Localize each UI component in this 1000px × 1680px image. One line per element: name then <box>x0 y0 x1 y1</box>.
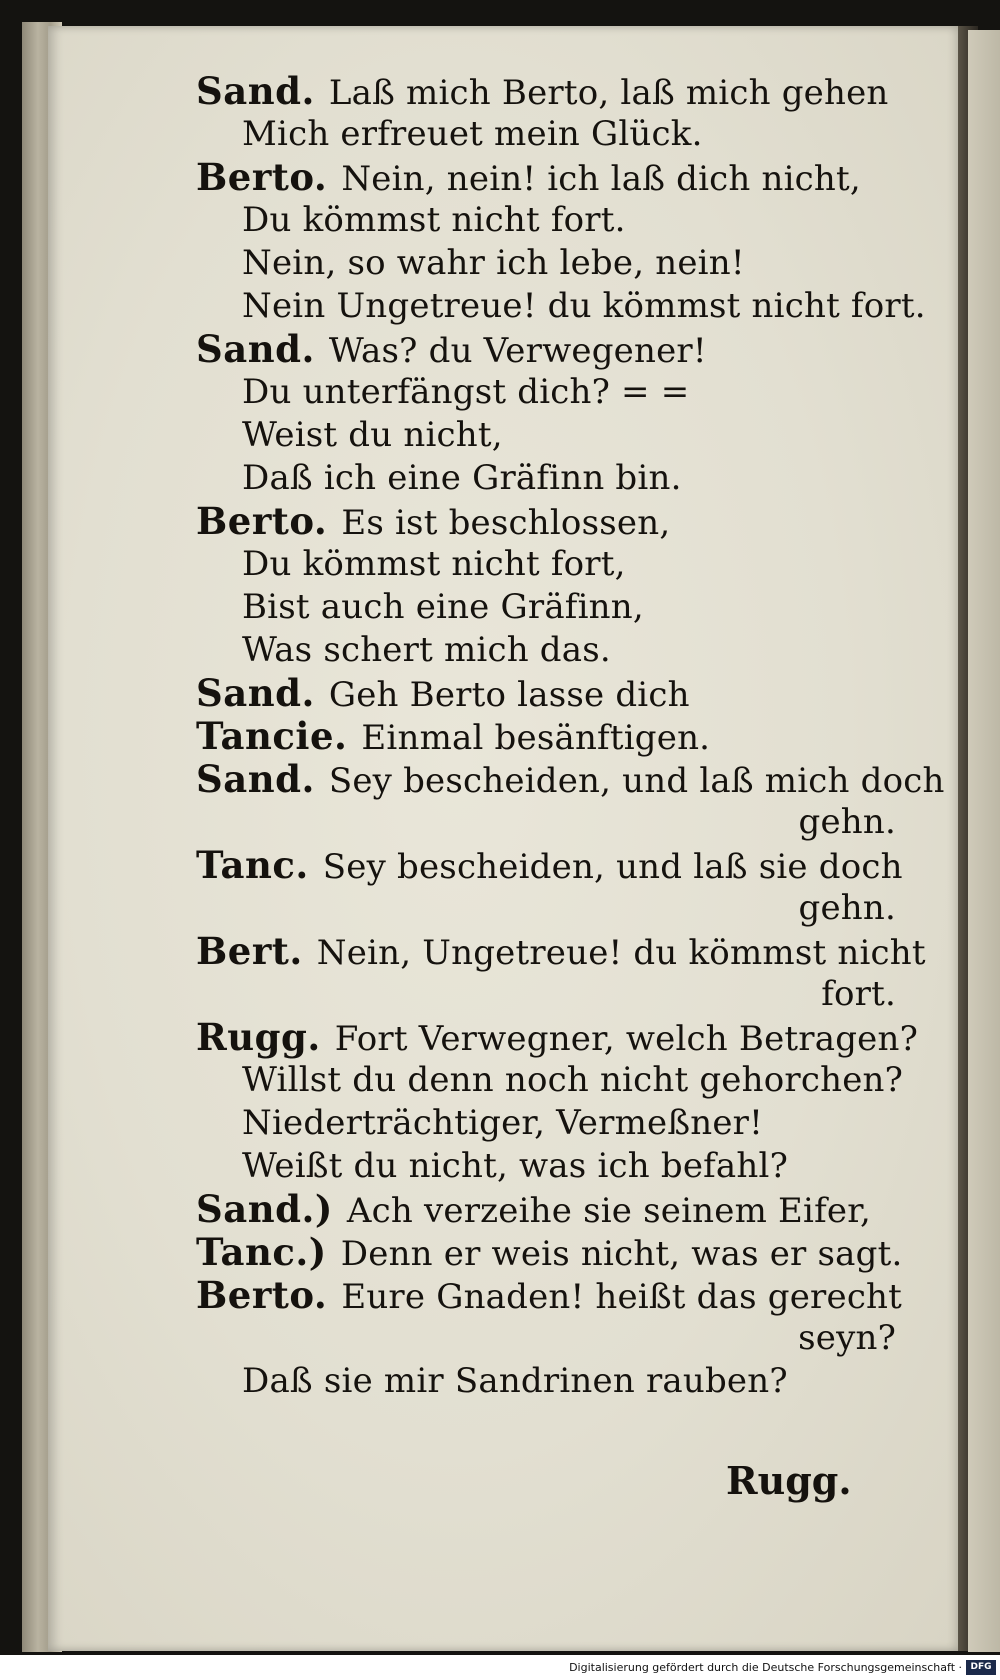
verse-text: Eure Gnaden! heißt das gerecht <box>341 1277 903 1317</box>
verse-line <box>196 1317 896 1360</box>
verse-text: Sey bescheiden, und laß sie doch <box>322 847 903 887</box>
verse-text: Weist du nicht, <box>242 415 503 455</box>
speaker-name: Tancie. <box>196 714 348 758</box>
verse-line <box>196 1102 896 1145</box>
verse-line <box>196 1145 896 1188</box>
verse-line <box>196 1273 903 1317</box>
verse-line <box>196 543 896 586</box>
verse-text: Ach verzeihe sie seinem Eifer, <box>346 1191 871 1231</box>
verse-line <box>196 414 896 457</box>
libretto-text <box>196 69 945 1403</box>
verse-line <box>196 973 896 1016</box>
verse-text: Nein, Ungetreue! du kömmst nicht <box>316 933 926 973</box>
verse-text: Nein, nein! ich laß dich nicht, <box>341 159 861 199</box>
speaker-name: Berto. <box>196 499 328 543</box>
verse-line <box>196 242 896 285</box>
verse-line <box>196 887 896 930</box>
verse-text: Weißt du nicht, was ich befahl? <box>242 1146 788 1186</box>
verse-text: Nein Ungetreue! du kömmst nicht fort. <box>242 286 926 326</box>
verse-line <box>196 1360 896 1403</box>
verse-text: Denn er weis nicht, was er sagt. <box>340 1234 903 1274</box>
speaker-name: Sand. <box>196 69 315 113</box>
verse-line <box>196 500 896 543</box>
verse-line <box>196 371 896 414</box>
verse-text: Es ist beschlossen, <box>341 503 671 543</box>
verse-line <box>196 1015 919 1059</box>
footer-bar <box>0 1655 1000 1680</box>
verse-line <box>196 199 896 242</box>
verse-text: Du unterfängst dich? = = <box>242 372 690 412</box>
verse-line <box>196 113 896 156</box>
verse-text: Nein, so wahr ich lebe, nein! <box>242 243 745 283</box>
verse-line <box>196 801 896 844</box>
verse-line <box>196 586 896 629</box>
verse-text: gehn. <box>798 888 896 928</box>
verse-line <box>196 672 896 715</box>
speaker-name: Berto. <box>196 155 328 199</box>
footer-credit: Digitalisierung gefördert durch die Deutsche Forschungsgemeinschaft · <box>569 1661 962 1674</box>
speaker-name: Sand. <box>196 327 315 371</box>
verse-text: Was schert mich das. <box>242 630 611 670</box>
verse-line <box>196 1059 904 1102</box>
speaker-name: Sand. <box>196 671 315 715</box>
verse-text: Laß mich Berto, laß mich gehen <box>328 73 889 113</box>
verse-text: fort. <box>821 974 896 1014</box>
verse-text: Du kömmst nicht fort, <box>242 544 626 584</box>
verse-text: Einmal besänftigen. <box>361 718 711 758</box>
speaker-name: Bert. <box>196 929 303 973</box>
verse-line <box>196 1188 896 1231</box>
speaker-name: Rugg. <box>196 1015 321 1059</box>
verse-line <box>196 457 896 500</box>
dfg-logo-icon: DFG <box>966 1660 996 1675</box>
verse-line <box>196 929 926 973</box>
verse-text: Sey bescheiden, und laß mich doch <box>328 761 945 801</box>
verse-line <box>196 1230 903 1274</box>
verse-line <box>196 757 945 801</box>
speaker-name: Berto. <box>196 1273 328 1317</box>
speaker-name: Tanc. <box>196 843 309 887</box>
verse-text: Fort Verwegner, welch Betragen? <box>334 1019 919 1059</box>
verse-text: Daß ich eine Gräfinn bin. <box>242 458 682 498</box>
speaker-name: Sand. <box>196 757 315 801</box>
verse-text: Niederträchtiger, Vermeßner! <box>242 1103 763 1143</box>
verse-line <box>196 328 896 371</box>
verse-text: Daß sie mir Sandrinen rauben? <box>242 1361 788 1401</box>
verse-line <box>196 629 896 672</box>
verse-text: gehn. <box>798 802 896 842</box>
verse-text: seyn? <box>798 1318 896 1358</box>
catchword: Rugg. <box>726 1458 852 1503</box>
verse-line <box>196 843 903 887</box>
verse-text: Mich erfreuet mein Glück. <box>242 114 703 154</box>
verse-text: Willst du denn noch nicht gehorchen? <box>242 1060 904 1100</box>
verse-text: Was? du Verwegener! <box>328 331 707 371</box>
verse-text: Du kömmst nicht fort. <box>242 200 626 240</box>
verse-line <box>196 156 896 199</box>
adjacent-page-edge <box>968 30 1000 1652</box>
verse-line <box>196 285 926 328</box>
verse-line <box>196 715 896 758</box>
verse-line <box>196 70 896 113</box>
speaker-name: Tanc.) <box>196 1230 327 1274</box>
verse-text: Geh Berto lasse dich <box>328 675 690 715</box>
verse-text: Bist auch eine Gräfinn, <box>242 587 644 627</box>
speaker-name: Sand.) <box>196 1187 333 1231</box>
